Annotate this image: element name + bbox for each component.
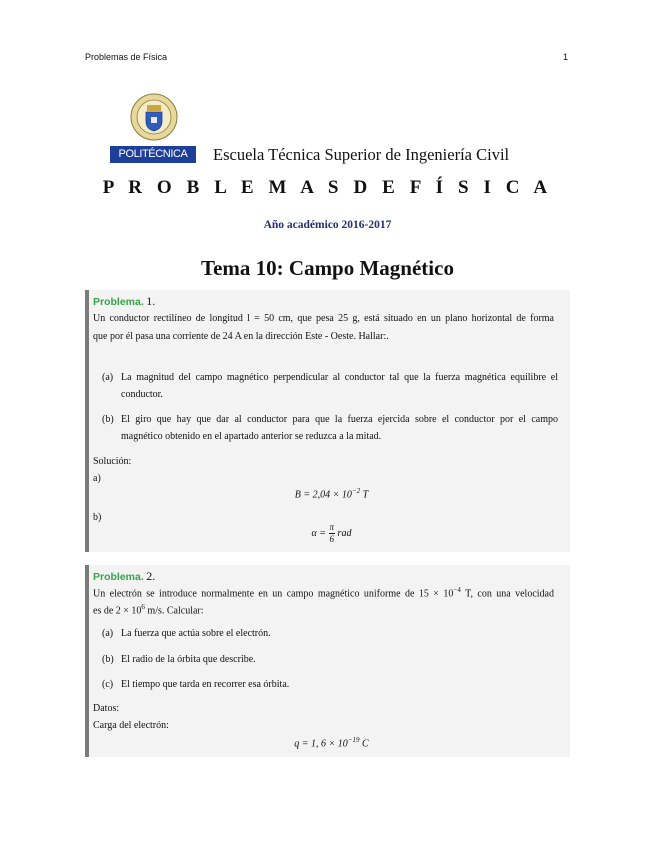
politecnica-logo: POLITÉCNICA — [110, 146, 196, 163]
data-label: Datos: — [93, 703, 120, 714]
list-item-marker: (b) — [102, 414, 114, 425]
equation-angle: α = $\frac{\pi}{6}$ rad — [311, 522, 352, 544]
charge-label: Carga del electrón: — [93, 720, 169, 731]
equation-electron-charge: q = 1, $6 \times 10^{-19}$ C — [294, 736, 369, 750]
problem-1-heading — [93, 294, 155, 309]
list-item-marker: (b) — [102, 654, 114, 665]
list-item-marker: (c) — [102, 679, 114, 690]
academic-year: Año académico 2016-2017 — [263, 219, 392, 231]
list-item-marker: (a) — [102, 372, 114, 383]
problem-number: 1. — [146, 294, 156, 308]
school-name: Escuela Técnica Superior de Ingeniería Civil — [213, 145, 510, 164]
problem-1-statement-line-2: que por él pasa una corriente de 24 A en la dirección Este - Oeste. Hallar:. — [93, 331, 389, 342]
problem-1-statement-line-1: Un conductor rectilíneo de longitud l = 50 cm, que pesa 25 g, está situado en un plano horizontal de forma — [93, 313, 554, 324]
solution-label: Solución: — [93, 456, 132, 467]
university-seal-icon — [127, 92, 181, 142]
problem-2-heading — [93, 569, 155, 584]
problem-2-box — [85, 565, 570, 757]
problem-2-statement-line-2: es de $2 \times 10^6$ m/s. Calcular: — [93, 603, 204, 617]
problem-number: 2. — [146, 569, 156, 583]
problem-2-item-b: El radio de la órbita que describe. — [121, 654, 256, 665]
problem-1-item-a-line-2: conductor. — [121, 389, 163, 400]
problem-2-item-c: El tiempo que tarda en recorrer esa órbita. — [121, 679, 290, 690]
problem-label: Problema. — [93, 296, 144, 308]
part-b-label: b) — [93, 512, 102, 523]
running-header-title: Problemas de Física — [85, 52, 168, 62]
topic-heading: Tema 10: Campo Magnético — [201, 256, 454, 280]
page-number: 1 — [562, 52, 568, 62]
problem-label: Problema. — [93, 571, 144, 583]
problem-1-item-b-line-1: El giro que hay que dar al conductor para que la fuerza ejercida sobre el conductor por el campo — [121, 414, 558, 425]
problem-1-item-a-line-1: La magnitud del campo magnético perpendicular al conductor tal que la fuerza magnética equilibre el — [121, 372, 558, 383]
document-title: P R O B L E M A S D E F Í S I C A — [102, 177, 553, 198]
equation-b-field: $B = 2,04 \times 10^{-2}$ T — [294, 487, 369, 501]
part-a-label: a) — [93, 473, 101, 484]
problem-1-box — [85, 290, 570, 552]
problem-1-item-b-line-2: magnético obtenido en el apartado anterior se reduzca a la mitad. — [121, 431, 382, 442]
problem-2-statement-line-1: Un electrón se introduce normalmente en un campo magnético uniforme de $15 \times 10^{-4}$ T, con una velocidad — [93, 586, 554, 600]
problem-2-item-a: La fuerza que actúa sobre el electrón. — [121, 628, 271, 639]
list-item-marker: (a) — [102, 628, 114, 639]
